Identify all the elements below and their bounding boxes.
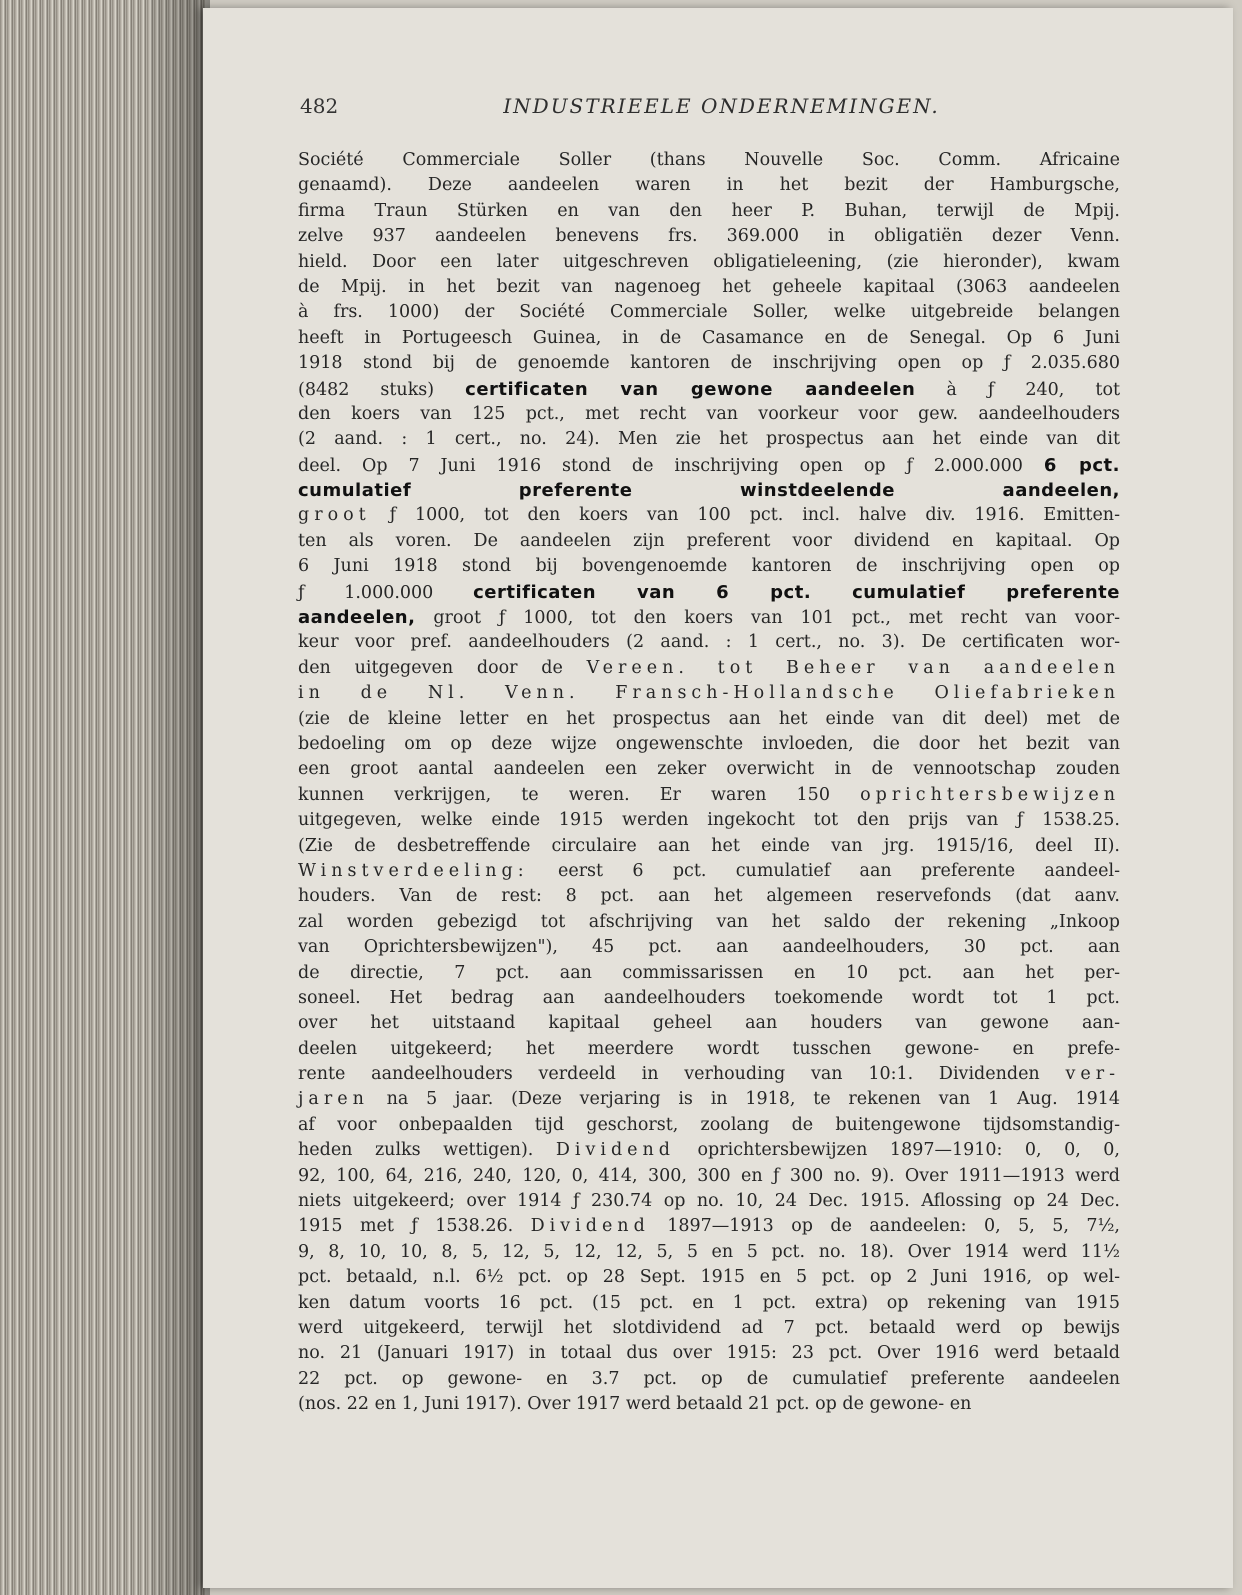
text-run: ƒ 1000, tot den koers van 100 pct. incl. halve div. 1916. Emitten- — [370, 505, 1120, 526]
text-run: 22 pct. op gewone- en 3.7 pct. op de cumulatief preferente aandeelen — [298, 1368, 1120, 1389]
spaced-text-run: Vereen. tot Beheer van aandeelen — [586, 657, 1120, 678]
spaced-text-run: in de Nl. Venn. Fransch-Hollandsche Oliefabrieken — [298, 683, 1120, 704]
text-run: genaamd). Deze aandeelen waren in het bezit der Hamburgsche, — [298, 175, 1120, 196]
text-run: 92, 100, 64, 216, 240, 120, 0, 414, 300, 300 en ƒ 300 no. 9). Over 1911—1913 werd — [298, 1165, 1120, 1186]
text-line — [298, 199, 1120, 224]
text-run: pct. betaald, n.l. 6½ pct. op 28 Sept. 1915 en 5 pct. op 2 Juni 1916, op wel- — [298, 1267, 1120, 1288]
text-run: firma Traun Stürken en van den heer P. Buhan, terwijl de Mpij. — [298, 200, 1120, 221]
book-page — [203, 8, 1233, 1588]
bold-text-run: cumulatief preferente winstdeelende aandeelen, — [298, 480, 1120, 502]
text-line — [298, 808, 1120, 833]
text-line — [298, 884, 1120, 909]
text-line — [298, 1240, 1120, 1265]
binding-shadow — [150, 0, 210, 1595]
text-run: Société Commerciale Soller (thans Nouvelle Soc. Comm. Africaine — [298, 150, 1120, 170]
text-line — [298, 1113, 1120, 1138]
text-run: à ƒ 240, tot — [915, 379, 1121, 400]
text-run: 1915 met ƒ 1538.26. — [298, 1216, 531, 1237]
text-line — [298, 1341, 1120, 1366]
text-line — [298, 250, 1120, 275]
text-run: werd uitgekeerd, terwijl het slotdividend ad 7 pct. betaald werd op bewijs — [298, 1317, 1120, 1338]
text-run: een groot aantal aandeelen een zeker overwicht in de vennootschap zouden — [298, 759, 1120, 780]
text-line — [298, 656, 1120, 681]
text-run: (zie de kleine letter en het prospectus aan het einde van dit deel) met de — [298, 708, 1120, 729]
page-number: 482 — [300, 94, 339, 118]
text-line — [298, 834, 1120, 859]
spaced-text-run: Dividend — [555, 1140, 676, 1161]
text-line — [298, 173, 1120, 198]
text-run: zelve 937 aandeelen benevens frs. 369.000 in obligatiën dezer Venn. — [298, 226, 1120, 247]
text-run: af voor onbepaalden tijd geschorst, zoolang de buitengewone tijdsomstandig- — [298, 1114, 1120, 1135]
running-title: INDUSTRIEELE ONDERNEMINGEN. — [503, 94, 940, 118]
text-run: 6 Juni 1918 stond bij bovengenoemde kantoren de inschrijving open op — [298, 556, 1120, 577]
text-line — [298, 1011, 1120, 1036]
text-run: rente aandeelhouders verdeeld in verhouding van 10:1. Dividenden — [298, 1064, 1066, 1085]
text-run: deel. Op 7 Juni 1916 stond de inschrijving open op ƒ 2.000.000 — [298, 455, 1044, 476]
text-line — [298, 427, 1120, 452]
spaced-text-run: groot — [298, 505, 371, 526]
text-line — [298, 859, 1120, 884]
text-line — [298, 757, 1120, 782]
text-line — [298, 275, 1120, 300]
page-header — [300, 94, 1143, 128]
spaced-text-run: oprichtersbewijzen — [860, 784, 1120, 805]
text-line — [298, 1087, 1120, 1112]
text-run: zal worden gebezigd tot afschrijving van het saldo der rekening „Inkoop — [298, 911, 1120, 932]
text-line — [298, 1214, 1120, 1239]
text-line — [298, 707, 1120, 732]
text-run: houders. Van de rest: 8 pct. aan het algemeen reservefonds (dat aanv. — [298, 886, 1120, 907]
text-run: den koers van 125 pct., met recht van voorkeur voor gew. aandeelhouders — [298, 403, 1120, 424]
text-run: ken datum voorts 16 pct. (15 pct. en 1 pct. extra) op rekening van 1915 — [298, 1292, 1120, 1313]
text-run: deelen uitgekeerd; het meerdere wordt tusschen gewone- en prefe- — [298, 1038, 1120, 1059]
text-run: de directie, 7 pct. aan commissarissen en 10 pct. aan het per- — [298, 962, 1120, 983]
text-line — [298, 529, 1120, 554]
text-run: uitgegeven, welke einde 1915 werden ingekocht tot den prijs van ƒ 1538.25. — [298, 810, 1120, 831]
text-run: hield. Door een later uitgeschreven obligatieleening, (zie hieronder), kwam — [298, 251, 1120, 272]
text-run: kunnen verkrijgen, te weren. Er waren 150 — [298, 784, 861, 805]
text-line — [298, 1291, 1120, 1316]
text-line — [298, 148, 1120, 173]
bold-text-run: 6 pct. — [1043, 454, 1120, 476]
text-run: soneel. Het bedrag aan aandeelhouders toekomende wordt tot 1 pct. — [298, 987, 1120, 1008]
text-run: (8482 stuks) — [298, 379, 466, 400]
text-run: 1918 stond bij de genoemde kantoren de inschrijving open op ƒ 2.035.680 — [298, 353, 1120, 374]
text-line — [298, 326, 1120, 351]
text-line — [298, 503, 1120, 528]
text-run: à frs. 1000) der Société Commerciale Soller, welke uitgebreide belangen — [298, 302, 1120, 323]
text-run: 1897—1913 op de aandeelen: 0, 5, 5, 7½, — [649, 1216, 1120, 1237]
text-line — [298, 554, 1120, 579]
text-line — [298, 351, 1120, 376]
spaced-text-run: ver- — [1065, 1064, 1120, 1085]
spaced-text-run: jaren — [298, 1089, 369, 1110]
text-line — [298, 1392, 1120, 1417]
text-line — [298, 377, 1120, 402]
text-run: den uitgegeven door de — [298, 657, 587, 678]
spaced-text-run: Dividend — [530, 1216, 650, 1237]
text-run: (nos. 22 en 1, Juni 1917). Over 1917 werd betaald 21 pct. op de gewone- en — [298, 1394, 972, 1415]
text-line — [298, 681, 1120, 706]
text-run: keur voor pref. aandeelhouders (2 aand. : 1 cert., no. 3). De certificaten wor- — [298, 632, 1120, 653]
text-run: heeft in Portugeesch Guinea, in de Casamance en de Senegal. Op 6 Juni — [298, 327, 1120, 348]
text-run: na 5 jaar. (Deze verjaring is in 1918, te rekenen van 1 Aug. 1914 — [368, 1089, 1120, 1110]
bold-text-run: certificaten van 6 pct. cumulatief preferente — [473, 581, 1120, 603]
text-run: groot ƒ 1000, tot den koers van 101 pct., met recht van voor- — [415, 608, 1120, 629]
text-run: oprichtersbewijzen 1897—1910: 0, 0, 0, — [675, 1140, 1120, 1161]
spaced-text-run: Winstverdeeling: — [298, 860, 529, 881]
text-line — [298, 1037, 1120, 1062]
text-line — [298, 783, 1120, 808]
text-line — [298, 605, 1120, 630]
text-line — [298, 453, 1120, 478]
text-line — [298, 300, 1120, 325]
text-line — [298, 478, 1120, 503]
text-line — [298, 224, 1120, 249]
text-line — [298, 1189, 1120, 1214]
body-text — [298, 148, 1120, 1418]
text-run: over het uitstaand kapitaal geheel aan houders van gewone aan- — [298, 1013, 1120, 1034]
text-run: ten als voren. De aandeelen zijn preferent voor dividend en kapitaal. Op — [298, 530, 1120, 551]
text-line — [298, 732, 1120, 757]
text-run: no. 21 (Januari 1917) in totaal dus over 1915: 23 pct. Over 1916 werd betaald — [298, 1343, 1120, 1364]
text-line — [298, 1265, 1120, 1290]
text-line — [298, 580, 1120, 605]
text-line — [298, 402, 1120, 427]
text-line — [298, 961, 1120, 986]
text-line — [298, 1138, 1120, 1163]
text-line — [298, 1316, 1120, 1341]
text-run: niets uitgekeerd; over 1914 ƒ 230.74 op no. 10, 24 Dec. 1915. Aflossing op 24 Dec. — [298, 1191, 1120, 1212]
text-run: van Oprichtersbewijzen"), 45 pct. aan aandeelhouders, 30 pct. aan — [298, 937, 1120, 958]
text-run: bedoeling om op deze wijze ongewenschte invloeden, die door het bezit van — [298, 733, 1120, 754]
text-run: 9, 8, 10, 10, 8, 5, 12, 5, 12, 12, 5, 5 en 5 pct. no. 18). Over 1914 werd 11½ — [298, 1241, 1120, 1262]
text-line — [298, 1367, 1120, 1392]
text-run: heden zulks wettigen). — [298, 1140, 556, 1161]
bold-text-run: aandeelen, — [298, 607, 416, 629]
text-line — [298, 935, 1120, 960]
text-line — [298, 630, 1120, 655]
text-line — [298, 910, 1120, 935]
text-run: de Mpij. in het bezit van nagenoeg het geheele kapitaal (3063 aandeelen — [298, 276, 1120, 297]
text-line — [298, 1164, 1120, 1189]
text-run: (2 aand. : 1 cert., no. 24). Men zie het prospectus aan het einde van dit — [298, 429, 1120, 450]
text-run: (Zie de desbetreffende circulaire aan het einde van jrg. 1915/16, deel II). — [298, 835, 1120, 856]
text-line — [298, 986, 1120, 1011]
text-run: eerst 6 pct. cumulatief aan preferente aandeel- — [528, 860, 1120, 881]
text-run: ƒ 1.000.000 — [298, 582, 474, 603]
bold-text-run: certificaten van gewone aandeelen — [465, 378, 916, 400]
text-line — [298, 1062, 1120, 1087]
